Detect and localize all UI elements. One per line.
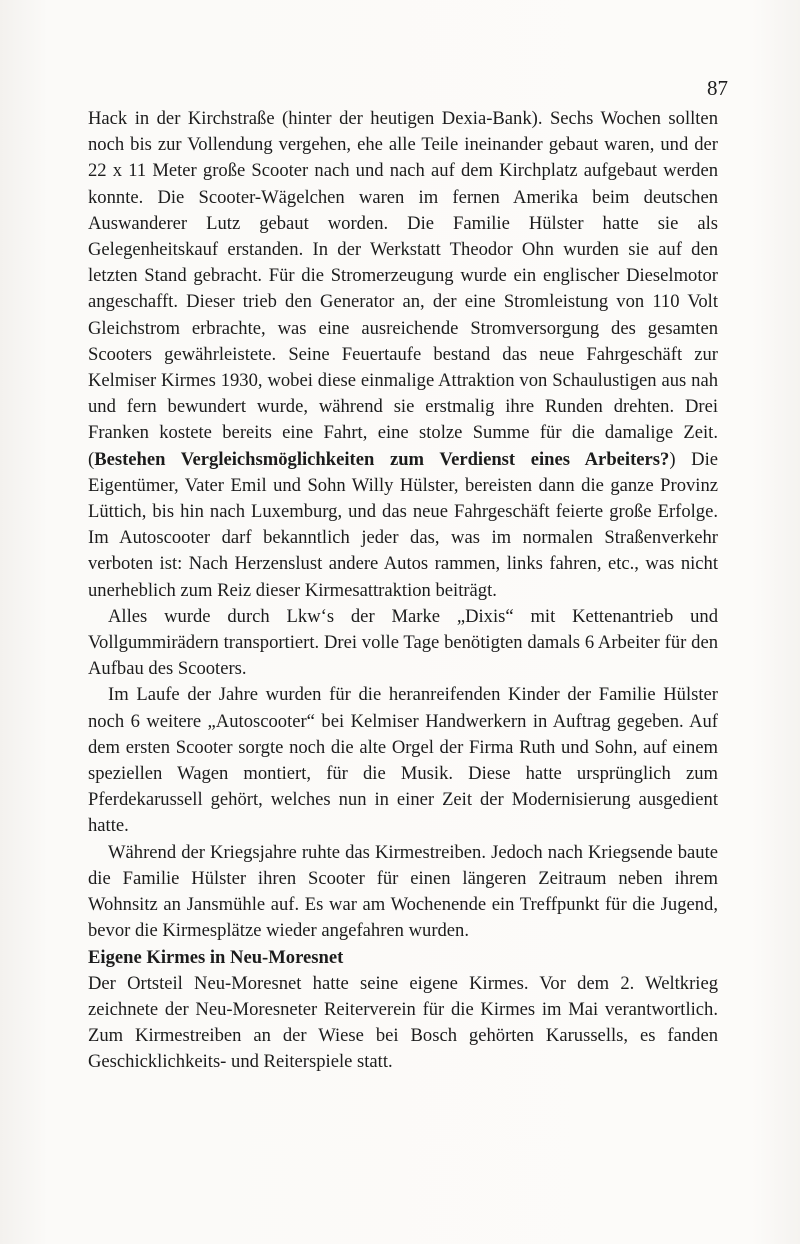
- section-heading: Eigene Kirmes in Neu-Moresnet: [88, 946, 344, 968]
- paragraph-1-text-a: Hack in der Kirchstraße (hinter der heutigen Dexia-Bank). Sechs Wochen sollten noch bis zur Vollendung vergehen, ehe alle Teile ineinander gebaut waren, und der 22 x 11 Meter große Scooter nach und nach auf dem Kirchplatz aufgebaut werden konnte. Die Scooter-Wägelchen waren im fernen Amerika beim deutschen Auswanderer Lutz gebaut worden. Die Familie Hülster hatte sie als Gelegenheitskauf erstanden. In der Werkstatt Theodor Ohn wurden sie auf den letzten Stand gebracht. Für die Stromerzeugung wurde ein englischer Dieselmotor angeschafft. Dieser trieb den Generator an, der eine Stromleistung von 110 Volt Gleichstrom erbrachte, was eine ausreichende Stromversorgung des gesamten Scooters gewährleistete. Seine Feuertaufe bestand das neue Fahrgeschäft zur Kelmiser Kirmes 1930, wobei diese einmalige Attraktion von Schaulustigen aus nah und fern bewundert wurde, während sie erstmalig ihre Runden drehten. Drei Franken kostete bereits eine Fahrt, eine stolze Summe für die damalige Zeit. (: [88, 108, 718, 470]
- page-body: [88, 106, 718, 1076]
- paragraph-2: Alles wurde durch Lkw‘s der Marke „Dixis“ mit Kettenantrieb und Vollgummirädern transportiert. Drei volle Tage benötigten damals 6 Arbeiter für den Aufbau des Scooters.: [88, 605, 718, 680]
- page-number: 87: [707, 76, 728, 100]
- paragraph-4: Während der Kriegsjahre ruhte das Kirmestreiben. Jedoch nach Kriegsende baute die Familie Hülster ihren Scooter für einen längeren Zeitraum neben ihrem Wohnsitz an Jansmühle auf. Es war am Wochenende ein Treffpunkt für die Jugend, bevor die Kirmesplätze wieder angefahren wurden.: [88, 841, 718, 942]
- paragraph-1: [88, 106, 718, 604]
- paragraph-1-bold-question: Bestehen Vergleichsmöglichkeiten zum Verdienst eines Arbeiters?: [94, 448, 670, 470]
- paragraph-5: Der Ortsteil Neu-Moresnet hatte seine eigene Kirmes. Vor dem 2. Weltkrieg zeichnete der Neu-Moresneter Reiterverein für die Kirmes im Mai verantwortlich. Zum Kirmestreiben an der Wiese bei Bosch gehörten Karussells, es fanden Geschicklichkeits- und Reiterspiele statt.: [88, 972, 718, 1073]
- paragraph-1-text-b: ) Die Eigentümer, Vater Emil und Sohn Willy Hülster, bereisten dann die ganze Provinz Lüttich, bis hin nach Luxemburg, und das neue Fahrgeschäft feierte große Erfolge. Im Autoscooter darf bekanntlich jeder das, was im normalen Straßenverkehr verboten ist: Nach Herzenslust andere Autos rammen, links fahren, etc., was nicht unerheblich zum Reiz dieser Kirmesattraktion beiträgt.: [88, 448, 719, 601]
- paragraph-3: Im Laufe der Jahre wurden für die heranreifenden Kinder der Familie Hülster noch 6 weitere „Autoscooter“ bei Kelmiser Handwerkern in Auftrag gegeben. Auf dem ersten Scooter sorgte noch die alte Orgel der Firma Ruth und Sohn, auf einem speziellen Wagen montiert, für die Musik. Diese hatte ursprünglich zum Pferdekarussell gehört, welches nun in einer Zeit der Modernisierung ausgedient hatte.: [88, 684, 718, 837]
